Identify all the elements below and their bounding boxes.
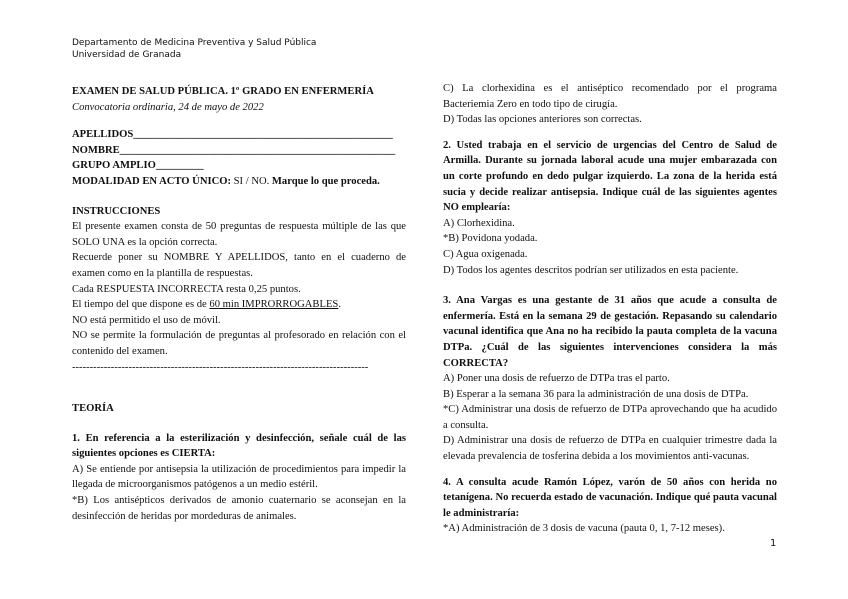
apellidos-field: APELLIDOS_________________________________________________ [72, 129, 393, 141]
question-option: *B) Povidona yodada. [443, 233, 538, 245]
instruction-line: NO está permitido el uso de móvil. [72, 314, 221, 326]
department-name: Departamento de Medicina Preventiva y Salud Pública [72, 38, 317, 48]
question-stem: 2. Usted trabaja en el servicio de urgencias del Centro de Salud de Armilla. Durante su jornada laboral acude una mujer embarazada con un corte profundo en dedo pulgar izquierdo. La zona de la herida está sucia y decide realizar antisepsia. Indique cuál de las siguientes agentes NO emplearía: [443, 139, 777, 214]
question-option: *A) Administración de 3 dosis de vacuna (pauta 0, 1, 7-12 meses). [443, 523, 725, 535]
time-limit: 60 min IMPRORROGABLES [209, 299, 339, 311]
right-column [443, 84, 777, 537]
section-heading: TEORÍA [72, 403, 114, 415]
instruction-line: Cada RESPUESTA INCORRECTA resta 0,25 puntos. [72, 283, 301, 295]
instruction-line: El presente examen consta de 50 preguntas de respuesta múltiple de las que SOLO UNA es la opción correcta. [72, 221, 406, 248]
page-header [72, 37, 316, 61]
question-option: C) La clorhexidina es el antiséptico recomendado por el programa Bacteriemia Zero en todo tipo de cirugía. [443, 83, 777, 110]
question-option: *C) Administrar una dosis de refuerzo de DTPa aprovechando que ha acudido a consulta. [443, 404, 777, 431]
left-column [72, 84, 406, 524]
university-name: Universidad de Granada [72, 50, 182, 60]
question-option: B) Esperar a la semana 36 para la administración de una dosis de DTPa. [443, 388, 749, 400]
question-option: C) Agua oxigenada. [443, 248, 528, 260]
question-option: A) Poner una dosis de refuerzo de DTPa tras el parto. [443, 373, 670, 385]
instructions-heading: INSTRUCCIONES [72, 205, 161, 217]
modalidad-options: SI / NO. [231, 175, 272, 187]
question-stem: 4. A consulta acude Ramón López, varón de 50 años con herida no tetanígena. No recuerda estado de vacunación. Indique qué pauta vacunal le administraría: [443, 476, 777, 519]
question-option: A) Clorhexidina. [443, 217, 515, 229]
modalidad-line [72, 174, 406, 190]
grupo-field: GRUPO AMPLIO_________ [72, 160, 204, 172]
question-option: *B) Los antisépticos derivados de amonio cuaternario se aconsejan en la desinfección de heridas por mordeduras de animales. [72, 495, 406, 522]
modalidad-instruction: Marque lo que proceda. [271, 175, 380, 187]
instruction-line: Recuerde poner su NOMBRE Y APELLIDOS, tanto en el cuaderno de examen como en la plantilla de respuestas. [72, 252, 406, 279]
instruction-line: El tiempo del que dispone es de 60 min IMPRORROGABLES. [72, 299, 341, 311]
question-option: D) Todas las opciones anteriores son correctas. [443, 114, 642, 126]
question-option: A) Se entiende por antisepsia la utilización de procedimientos para impedir la llegada de microorganismos patógenos a un medio estéril. [72, 463, 406, 491]
question-option: D) Todos los agentes descritos podrían ser utilizados en esta paciente. [443, 264, 739, 276]
question-stem: 3. Ana Vargas es una gestante de 31 años que acude a consulta de enfermería. Está en la semana 29 de gestación. Repasando su calendario vacunal identifica que Ana no ha recibido la pauta completa de la vacuna DTPa. ¿Cuál de las siguientes intervenciones considera la más CORRECTA? [443, 295, 777, 369]
question-option: D) Administrar una dosis de refuerzo de DTPa en cualquier trimestre dada la elevada prevalencia de tosferina debida a los movimientos anti-vacunas. [443, 435, 777, 463]
exam-session: Convocatoria ordinaria, 24 de mayo de 2022 [72, 101, 264, 113]
page-number: 1 [770, 538, 777, 549]
instruction-line: NO se permite la formulación de preguntas al profesorado en relación con el contenido del examen. [72, 330, 406, 357]
modalidad-label: MODALIDAD EN ACTO ÚNICO: [72, 175, 232, 187]
divider: ------------------------------------------------------------------------------------ [72, 361, 369, 373]
question-stem: 1. En referencia a la esterilización y desinfección, señale cuál de las siguientes opciones es CIERTA: [72, 432, 406, 460]
exam-title: EXAMEN DE SALUD PÚBLICA. 1º GRADO EN ENFERMERÍA [72, 86, 374, 97]
nombre-field: NOMBRE____________________________________________________ [72, 144, 396, 156]
